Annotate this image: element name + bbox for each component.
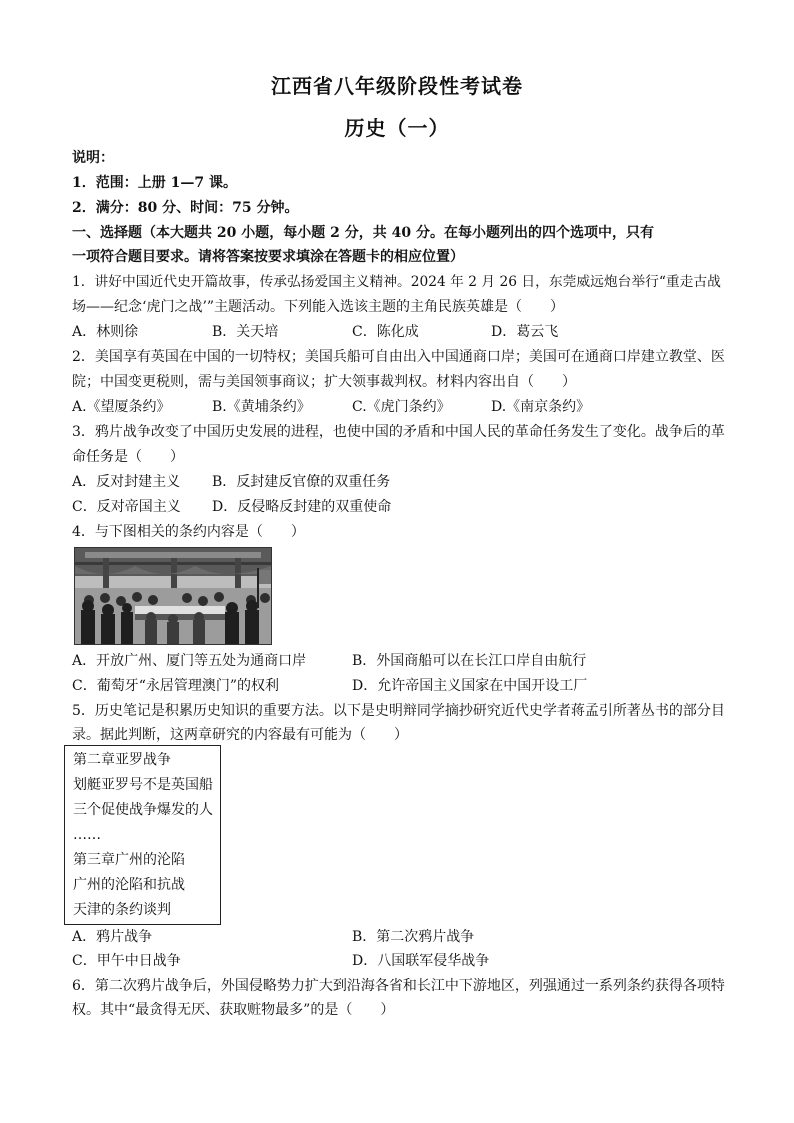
question-2-stem: 2．美国享有英国在中国的一切特权；美国兵船可自由出入中国通商口岸；美国可在通商口岸建立教堂、医	[72, 349, 725, 365]
table-of-contents-box	[64, 745, 221, 925]
question-5-option-b[interactable]: B．第二次鸦片战争	[352, 929, 475, 945]
toc-chapter-3: 第三章广州的沦陷	[73, 852, 185, 868]
exam-title: 江西省八年级阶段性考试卷	[271, 74, 523, 98]
question-1-option-a[interactable]: A．林则徐	[72, 324, 139, 340]
exam-subtitle: 历史（一）	[344, 116, 450, 140]
question-4-option-b[interactable]: B．外国商船可以在长江口岸自由航行	[352, 653, 587, 669]
question-5-option-c[interactable]: C．甲午中日战争	[72, 953, 181, 969]
toc-entry: 天津的条约谈判	[73, 902, 171, 918]
treaty-signing-photo	[74, 547, 272, 645]
question-2-option-d[interactable]: D.《南京条约》	[491, 399, 591, 415]
question-2-stem-cont: 院；中国变更税则，需与美国领事商议；扩大领事裁判权。材料内容出自（ ）	[72, 374, 576, 390]
question-1-stem-cont: 场——纪念‘虎门之战’”主题活动。下列能入选该主题的主角民族英雄是（ ）	[72, 299, 565, 315]
question-1-stem: 1．讲好中国近代史开篇故事，传承弘扬爱国主义精神。2024 年 2 月 26 日，东莞威远炮台举行“重走古战	[72, 274, 721, 290]
question-1-option-b[interactable]: B．关天培	[212, 324, 279, 340]
question-2-option-c[interactable]: C.《虎门条约》	[352, 399, 451, 415]
instruction-range: 1．范围：上册 1—7 课。	[72, 175, 237, 191]
question-5-option-a[interactable]: A．鸦片战争	[72, 929, 153, 945]
section-heading: 一、选择题（本大题共 20 小题，每小题 2 分，共 40 分。在每小题列出的四个选项中，只有	[72, 225, 654, 241]
question-3-option-b[interactable]: B．反封建反官僚的双重任务	[212, 474, 391, 490]
question-2-option-b[interactable]: B.《黄埔条约》	[212, 399, 311, 415]
question-3-option-c[interactable]: C．反对帝国主义	[72, 499, 181, 515]
toc-ellipsis: ……	[73, 827, 101, 843]
question-5-option-d[interactable]: D．八国联军侵华战争	[352, 953, 490, 969]
question-4-option-d[interactable]: D．允许帝国主义国家在中国开设工厂	[352, 678, 588, 694]
question-3-option-a[interactable]: A．反对封建主义	[72, 474, 181, 490]
question-6-stem: 6．第二次鸦片战争后，外国侵略势力扩大到沿海各省和长江中下游地区，列强通过一系列条约获得各项特	[72, 978, 725, 994]
question-2-option-a[interactable]: A.《望厦条约》	[72, 399, 171, 415]
question-3-stem: 3．鸦片战争改变了中国历史发展的进程，也使中国的矛盾和中国人民的革命任务发生了变化。战争后的革	[72, 424, 725, 440]
question-3-stem-cont: 命任务是（ ）	[72, 449, 184, 465]
toc-entry: 三个促使战争爆发的人	[73, 802, 213, 818]
question-1-option-d[interactable]: D．葛云飞	[491, 324, 559, 340]
question-3-option-d[interactable]: D．反侵略反封建的双重使命	[212, 499, 392, 515]
toc-entry: 划艇亚罗号不是英国船	[73, 777, 213, 793]
instruction-score-time: 2．满分：80 分、时间：75 分钟。	[72, 200, 299, 216]
question-4-option-a[interactable]: A．开放广州、厦门等五处为通商口岸	[72, 653, 307, 669]
question-1-option-c[interactable]: C．陈化成	[352, 324, 419, 340]
section-heading-cont: 一项符合题目要求。请将答案按要求填涂在答题卡的相应位置）	[72, 249, 464, 265]
question-5-stem: 5．历史笔记是积累历史知识的重要方法。以下是史明辩同学摘抄研究近代史学者蒋孟引所著丛书的部分目	[72, 703, 725, 719]
question-4-stem: 4．与下图相关的条约内容是（ ）	[72, 524, 305, 540]
instructions-label: 说明：	[72, 150, 114, 166]
question-5-stem-cont: 录。据此判断，这两章研究的内容最有可能为（ ）	[72, 727, 408, 743]
toc-chapter-2: 第二章亚罗战争	[73, 752, 171, 768]
toc-entry: 广州的沦陷和抗战	[73, 877, 185, 893]
question-4-option-c[interactable]: C．葡萄牙“永居管理澳门”的权利	[72, 678, 280, 694]
question-6-stem-cont: 权。其中“最贪得无厌、获取赃物最多”的是（ ）	[72, 1002, 395, 1018]
